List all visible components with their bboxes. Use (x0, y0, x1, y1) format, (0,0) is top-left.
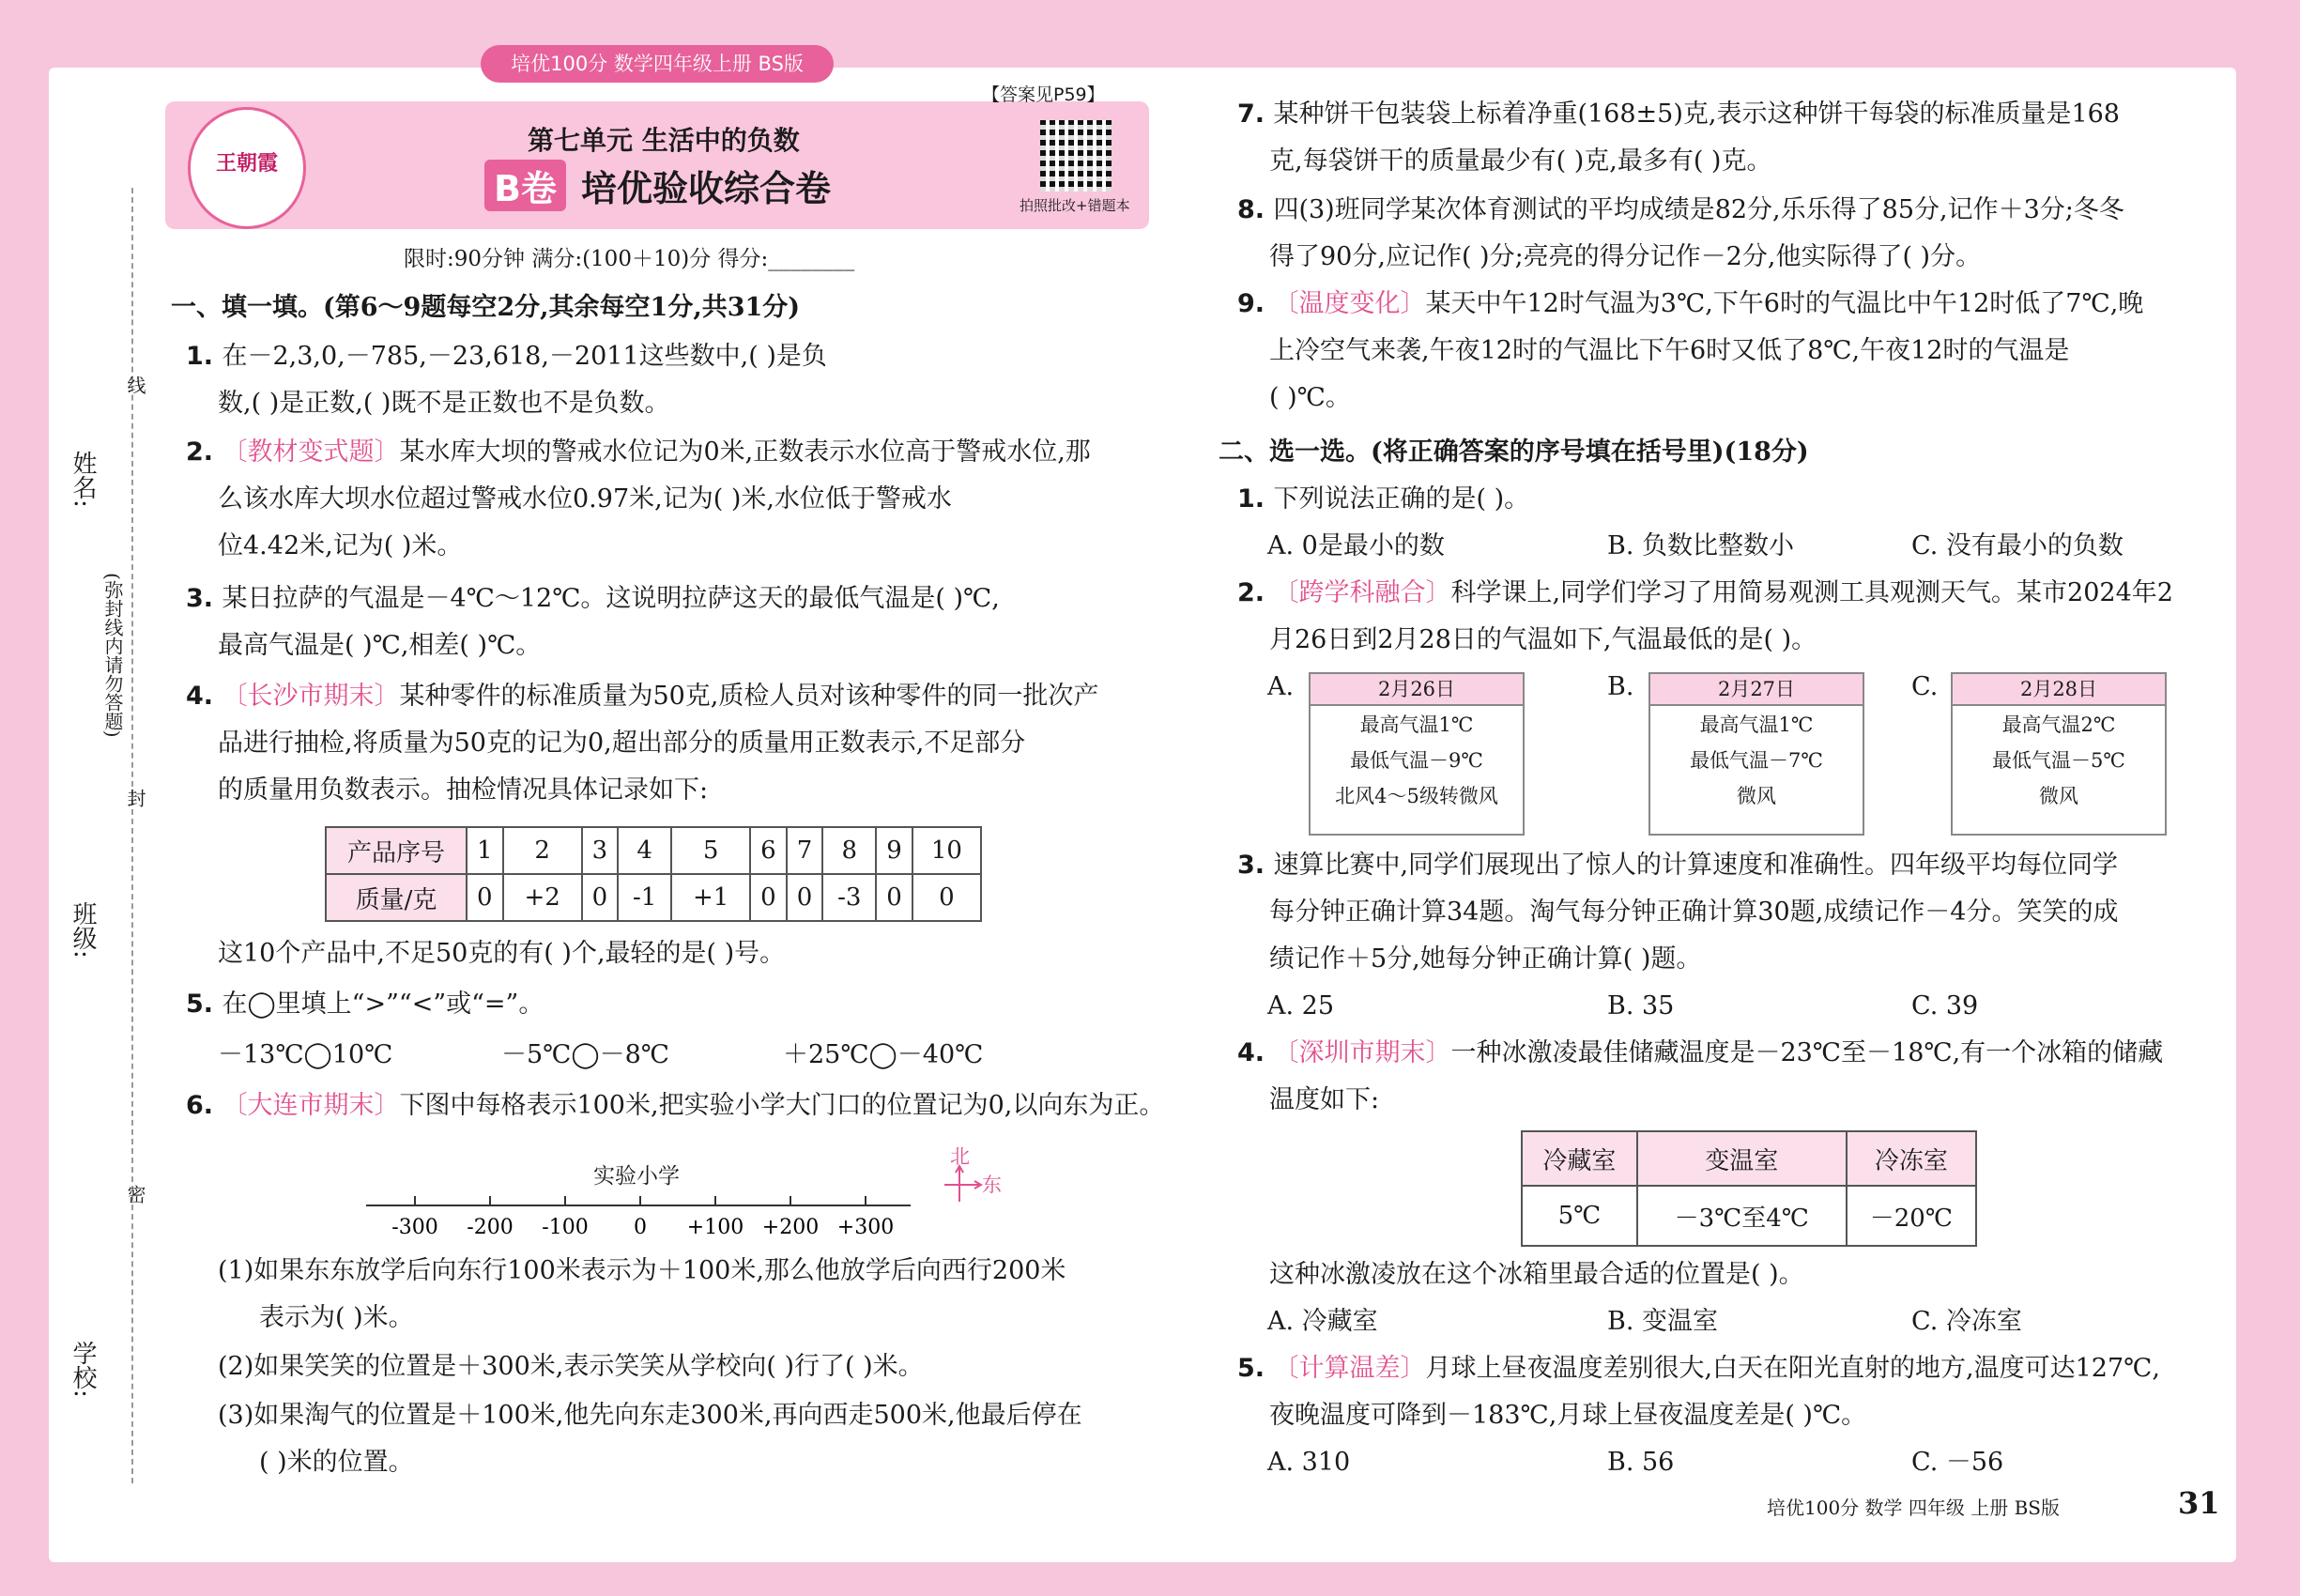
table-head-cell: 4 (618, 827, 671, 874)
weather-card-wind: 微风 (1737, 785, 1776, 807)
question-3-line-2: 最高气温是( )℃,相差( )℃。 (218, 631, 542, 660)
choice-3: 3. 速算比赛中,同学们展现出了惊人的计算速度和准确性。四年级平均每位同学 (1237, 851, 2119, 880)
choice-3-option-c[interactable]: C. 39 (1911, 991, 1979, 1021)
table-head-cell: 10 (912, 827, 981, 874)
choice-4-line-2: 温度如下: (1269, 1085, 1380, 1114)
tick-label: +300 (836, 1216, 895, 1239)
weather-option-b[interactable]: B. (1607, 672, 1634, 701)
question-6-1: (1)如果东东放学后向东行100米表示为＋100米,那么他放学后向西行200米 (218, 1256, 1066, 1285)
fridge-head-2: 变温室 (1637, 1131, 1847, 1186)
weather-card-b[interactable] (1648, 672, 1864, 836)
table-head-cell: 2 (503, 827, 582, 874)
choice-5-option-b[interactable]: B. 56 (1607, 1448, 1675, 1477)
table-cell: 0 (467, 874, 503, 921)
north-label: 北 (950, 1145, 970, 1168)
tick-label: +100 (686, 1216, 744, 1239)
weather-card-c[interactable] (1951, 672, 2167, 836)
question-6-3-line-2: ( )米的位置。 (259, 1448, 414, 1477)
class-label: 班级: (69, 901, 97, 959)
choice-5-line-2: 夜晚温度可降到－183℃,月球上昼夜温度差是( )℃。 (1269, 1401, 1867, 1430)
exam-meta: 限时:90分钟 满分:(100＋10)分 得分:________ (404, 247, 855, 271)
question-4-line-4: 这10个产品中,不足50克的有( )个,最轻的是( )号。 (218, 939, 786, 968)
question-4-line-2: 品进行抽检,将质量为50克的记为0,超出部分的质量用正数表示,不足部分 (218, 729, 1026, 758)
question-8-line-2: 得了90分,应记作( )分;亮亮的得分记作－2分,他实际得了( )分。 (1269, 242, 1982, 271)
table-head-cell: 3 (582, 827, 619, 874)
question-8: 8. 四(3)班同学某次体育测试的平均成绩是82分,乐乐得了85分,记作＋3分;冬冬 (1237, 195, 2124, 224)
weather-card-high: 最高气温1℃ (1699, 714, 1814, 736)
choice-3-line-3: 绩记作＋5分,她每分钟正确计算( )题。 (1269, 944, 1702, 974)
choice-4: 4. 〔深圳市期末〕一种冰激凌最佳储藏温度是－23℃至－18℃,有一个冰箱的储藏 (1237, 1038, 2164, 1067)
question-6-3: (3)如果淘气的位置是＋100米,他先向东走300米,再向西走500米,他最后停在 (218, 1401, 1082, 1430)
table-cell: -3 (822, 874, 876, 921)
table-cell: 0 (787, 874, 823, 921)
choice-3-option-a[interactable]: A. 25 (1267, 991, 1335, 1021)
qr-caption: 拍照批改+错题本 (1020, 197, 1130, 214)
compare-3[interactable]: ＋25℃◯－40℃ (783, 1040, 984, 1069)
fridge-head-3: 冷冻室 (1847, 1131, 1976, 1186)
choice-4-option-b[interactable]: B. 变温室 (1607, 1307, 1719, 1336)
table-cell: +1 (671, 874, 750, 921)
weather-card-low: 最低气温－9℃ (1350, 749, 1483, 772)
question-6: 6. 〔大连市期末〕下图中每格表示100米,把实验小学大门口的位置记为0,以向东为正。 (186, 1091, 1165, 1120)
tick-label: 0 (634, 1216, 647, 1239)
question-6-2: (2)如果笑笑的位置是＋300米,表示笑笑从学校向( )行了( )米。 (218, 1352, 924, 1381)
tick-label: -100 (542, 1216, 589, 1239)
question-7: 7. 某种饼干包装袋上标着净重(168±5)克,表示这种饼干每袋的标准质量是168 (1237, 100, 2120, 129)
section-1-title: 一、填一填。(第6～9题每空2分,其余每空1分,共31分) (171, 293, 801, 322)
school-label: 学校: (69, 1341, 97, 1398)
weather-card-high: 最高气温1℃ (1359, 714, 1474, 736)
unit-title: 第七单元 生活中的负数 (528, 125, 800, 156)
school-label-diagram: 实验小学 (593, 1164, 680, 1189)
binding-notice: (弥封线内请勿答题) (101, 573, 124, 738)
choice-3-option-b[interactable]: B. 35 (1607, 991, 1675, 1021)
table-cell: 0 (912, 874, 981, 921)
weather-card-low: 最低气温－5℃ (1992, 749, 2125, 772)
table-head-cell: 1 (467, 827, 503, 874)
question-4: 4. 〔长沙市期末〕某种零件的标准质量为50克,质检人员对该种零件的同一批次产 (186, 682, 1099, 711)
weather-option-a[interactable]: A. (1267, 672, 1295, 701)
choice-4-option-c[interactable]: C. 冷冻室 (1911, 1307, 2022, 1336)
question-6-1-line-2: 表示为( )米。 (259, 1303, 414, 1332)
brand-logo: 王朝霞 (188, 107, 306, 229)
compare-2[interactable]: －5℃◯－8℃ (501, 1040, 669, 1069)
table-cell: +2 (503, 874, 582, 921)
choice-1-option-b[interactable]: B. 负数比整数小 (1607, 531, 1795, 560)
compass-icon (944, 1164, 986, 1205)
number-line (357, 1179, 1033, 1245)
tick-label: -200 (467, 1216, 514, 1239)
table-cell: 0 (582, 874, 619, 921)
choice-5-option-c[interactable]: C. －56 (1911, 1448, 2004, 1477)
choice-1-option-a[interactable]: A. 0是最小的数 (1267, 531, 1445, 560)
question-9-line-2: 上冷空气来袭,午夜12时的气温比下午6时又低了8℃,午夜12时的气温是 (1269, 336, 2070, 365)
section-2-title: 二、选一选。(将正确答案的序号填在括号里)(18分) (1219, 437, 1809, 467)
series-banner: 培优100分 数学四年级上册 BS版 (481, 45, 834, 83)
table-head-cell: 8 (822, 827, 876, 874)
east-label: 东 (982, 1174, 1002, 1196)
fridge-cell-2: －3℃至4℃ (1637, 1186, 1847, 1246)
question-9: 9. 〔温度变化〕某天中午12时气温为3℃,下午6时的气温比中午12时低了7℃,晚 (1237, 289, 2144, 318)
table-cell: 质量/克 (326, 874, 467, 921)
binding-mark-seal-2: 密 (124, 1185, 146, 1204)
choice-1-option-c[interactable]: C. 没有最小的负数 (1911, 531, 2124, 560)
tick-label: -300 (391, 1216, 438, 1239)
table-cell: 0 (876, 874, 912, 921)
fridge-table (1521, 1130, 1977, 1247)
choice-2-line-2: 月26日到2月28日的气温如下,气温最低的是( )。 (1269, 625, 1817, 654)
question-2-line-2: 么该水库大坝水位超过警戒水位0.97米,记为( )米,水位低于警戒水 (218, 484, 952, 514)
question-9-line-3: ( )℃。 (1269, 383, 1351, 412)
question-5: 5. 在◯里填上“>”“<”或“=”。 (186, 990, 544, 1019)
tick-label: +200 (761, 1216, 820, 1239)
choice-5-option-a[interactable]: A. 310 (1267, 1448, 1351, 1477)
question-2-line-3: 位4.42米,记为( )米。 (218, 531, 463, 560)
weather-card-date: 2月28日 (1953, 674, 2165, 706)
weather-card-date: 2月26日 (1311, 674, 1523, 706)
table-head-cell: 7 (787, 827, 823, 874)
question-1-line-2: 数,( )是正数,( )既不是正数也不是负数。 (218, 389, 670, 418)
page-number: 31 (2178, 1485, 2220, 1521)
weather-card-wind: 微风 (2039, 785, 2078, 807)
table-head-cell: 产品序号 (326, 827, 467, 874)
choice-3-line-2: 每分钟正确计算34题。淘气每分钟正确计算30题,成绩记作－4分。笑笑的成 (1269, 898, 2119, 927)
question-1: 1. 在－2,3,0,－785,－23,618,－2011这些数中,( )是负 (186, 342, 827, 371)
table-cell: -1 (618, 874, 671, 921)
table-head-cell: 9 (876, 827, 912, 874)
choice-4-line-3: 这种冰激凌放在这个冰箱里最合适的位置是( )。 (1269, 1260, 1804, 1289)
question-7-line-2: 克,每袋饼干的质量最少有( )克,最多有( )克。 (1269, 146, 1772, 176)
table-cell: 0 (750, 874, 787, 921)
binding-mark-seal: 封 (124, 789, 146, 807)
table-head-cell: 6 (750, 827, 787, 874)
weather-card-low: 最低气温－7℃ (1690, 749, 1823, 772)
table-head-cell: 5 (671, 827, 750, 874)
fridge-head-1: 冷藏室 (1522, 1131, 1637, 1186)
sample-table (325, 826, 982, 922)
answer-reference: 【答案见P59】 (982, 84, 1105, 105)
question-4-line-3: 的质量用负数表示。抽检情况具体记录如下: (218, 775, 709, 805)
compare-1[interactable]: －13℃◯10℃ (218, 1040, 393, 1069)
weather-card-wind: 北风4～5级转微风 (1335, 785, 1498, 807)
fridge-cell-3: －20℃ (1847, 1186, 1976, 1246)
weather-card-high: 最高气温2℃ (2001, 714, 2116, 736)
weather-card-a[interactable] (1309, 672, 1525, 836)
choice-4-option-a[interactable]: A. 冷藏室 (1267, 1307, 1378, 1336)
binding-mark-line: 线 (124, 376, 146, 394)
footer-text: 培优100分 数学 四年级 上册 BS版 (1767, 1496, 2061, 1519)
name-label: 姓名: (69, 451, 97, 508)
paper-title: B卷 培优验收综合卷 (484, 160, 831, 211)
question-2: 2. 〔教材变式题〕某水库大坝的警戒水位记为0米,正数表示水位高于警戒水位,那 (186, 437, 1091, 467)
question-3: 3. 某日拉萨的气温是－4℃～12℃。这说明拉萨这天的最低气温是( )℃, (186, 584, 1000, 613)
choice-2: 2. 〔跨学科融合〕科学课上,同学们学习了用简易观测工具观测天气。某市2024年2 (1237, 578, 2173, 607)
paper-tag: B卷 (484, 160, 566, 211)
weather-card-date: 2月27日 (1650, 674, 1863, 706)
choice-1: 1. 下列说法正确的是( )。 (1237, 484, 1530, 514)
weather-option-c[interactable]: C. (1911, 672, 1939, 701)
fridge-cell-1: 5℃ (1522, 1186, 1637, 1246)
choice-5: 5. 〔计算温差〕月球上昼夜温度差别很大,白天在阳光直射的地方,温度可达127℃, (1237, 1354, 2160, 1383)
